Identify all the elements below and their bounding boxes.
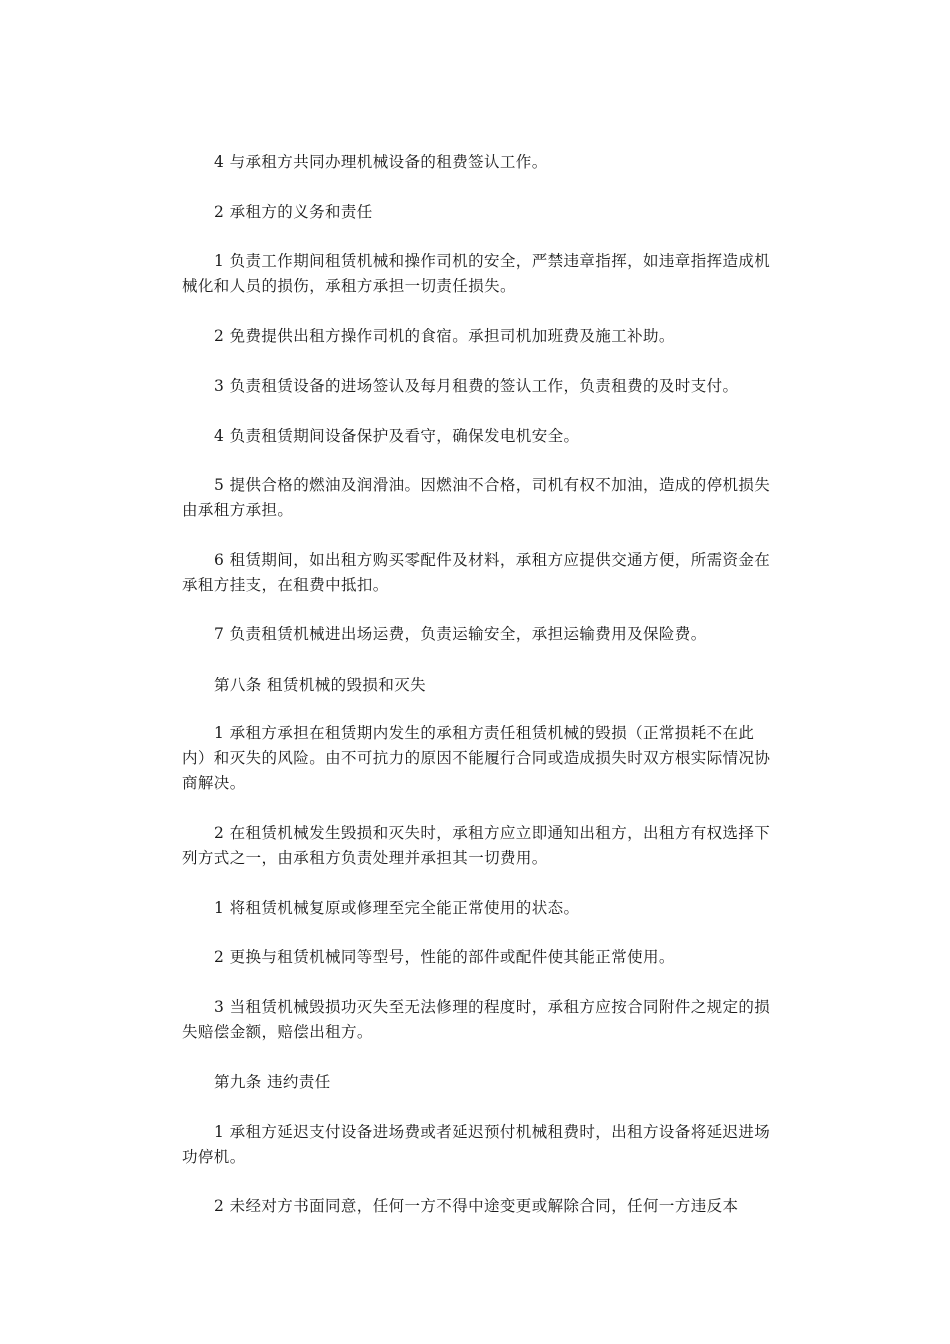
paragraph: 2 免费提供出租方操作司机的食宿。承担司机加班费及施工补助。 bbox=[214, 327, 675, 345]
section-heading: 2 承租方的义务和责任 bbox=[214, 203, 373, 221]
paragraph: 1 承租方承担在租赁期内发生的承租方责任租赁机械的毁损（正常损耗不在此内）和灭失的风险。由不可抗力的原因不能履行合同或造成损失时双方根实际情况协商解决。 bbox=[182, 724, 771, 792]
paragraph: 3 负责租赁设备的进场签认及每月租费的签认工作，负责租费的及时支付。 bbox=[214, 377, 739, 395]
article-heading: 第八条 租赁机械的毁损和灭失 bbox=[214, 676, 427, 694]
paragraph: 1 负责工作期间租赁机械和操作司机的安全，严禁违章指挥，如违章指挥造成机械化和人员的损伤，承租方承担一切责任损失。 bbox=[182, 252, 771, 295]
paragraph: 3 当租赁机械毁损功灭失至无法修理的程度时，承租方应按合同附件之规定的损失赔偿金额，赔偿出租方。 bbox=[182, 998, 771, 1041]
paragraph: 2 未经对方书面同意，任何一方不得中途变更或解除合同，任何一方违反本 bbox=[214, 1197, 739, 1215]
paragraph: 4 与承租方共同办理机械设备的租费签认工作。 bbox=[214, 153, 548, 171]
article-heading: 第九条 违约责任 bbox=[214, 1073, 331, 1091]
paragraph: 5 提供合格的燃油及润滑油。因燃油不合格，司机有权不加油，造成的停机损失由承租方承担。 bbox=[182, 476, 771, 519]
paragraph: 4 负责租赁期间设备保护及看守，确保发电机安全。 bbox=[214, 427, 580, 445]
paragraph: 1 承租方延迟支付设备进场费或者延迟预付机械租费时，出租方设备将延迟进场功停机。 bbox=[182, 1123, 771, 1166]
paragraph: 2 在租赁机械发生毁损和灭失时，承租方应立即通知出租方，出租方有权选择下列方式之一，由承租方负责处理并承担其一切费用。 bbox=[182, 824, 771, 867]
paragraph: 6 租赁期间，如出租方购买零配件及材料，承租方应提供交通方便，所需资金在承租方挂支，在租费中抵扣。 bbox=[182, 551, 771, 594]
paragraph: 7 负责租赁机械进出场运费，负责运输安全，承担运输费用及保险费。 bbox=[214, 625, 707, 643]
paragraph: 1 将租赁机械复原或修理至完全能正常使用的状态。 bbox=[214, 899, 580, 917]
paragraph: 2 更换与租赁机械同等型号，性能的部件或配件使其能正常使用。 bbox=[214, 948, 675, 966]
